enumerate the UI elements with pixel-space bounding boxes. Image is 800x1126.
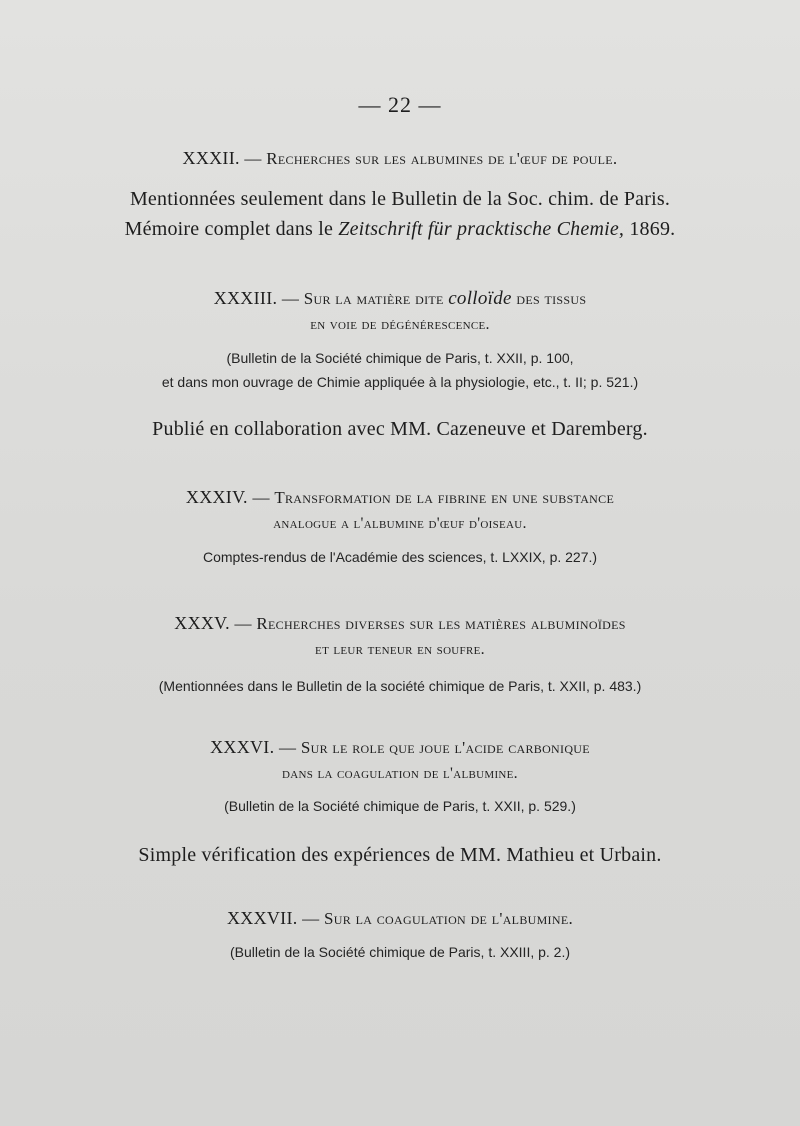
entry-number: XXXIV. (185, 487, 248, 507)
entry-title-text: Sur la coagulation de l'albumine. (324, 909, 573, 928)
entry-dash: — (252, 488, 270, 507)
entry-xxxiii-title-line2: en voie de dégénérescence. (310, 316, 490, 333)
entry-xxxiii-title (0, 288, 800, 310)
entry-title-text: Recherches diverses sur les matières albuminoïdes (256, 614, 626, 633)
entry-number: XXXIII. (213, 288, 278, 308)
entry-xxxvi-title (0, 737, 800, 758)
entry-dash: — (278, 738, 297, 757)
entry-dash: — (281, 289, 300, 308)
entry-xxxiv-note: Comptes-rendus de l'Académie des sciences, t. LXXIX, p. 227.) (202, 549, 598, 565)
entry-xxxvii-note: (Bulletin de la Société chimique de Paris, t. XXIII, p. 2.) (229, 944, 571, 960)
entry-xxxvi-note: (Bulletin de la Société chimique de Paris, t. XXII, p. 529.) (224, 798, 576, 814)
entry-number: XXXVII. (226, 908, 298, 928)
entry-xxxvi-title-line2: dans la coagulation de l'albumine. (282, 765, 518, 782)
entry-number: XXXVI. (210, 737, 275, 757)
entry-xxxii-memoire (0, 218, 800, 241)
entry-number: XXXII. (182, 148, 240, 168)
entry-xxxv-note: (Mentionnées dans le Bulletin de la société chimique de Paris, t. XXII, p. 483.) (158, 678, 642, 694)
entry-xxxvi-statement: Simple vérification des expériences de MM. Mathieu et Urbain. (138, 844, 662, 866)
entry-title-text: Sur le role que joue l'acide carbonique (300, 738, 590, 757)
entry-xxxiii-note-line1: (Bulletin de la Société chimique de Paris, t. XXII, p. 100, (226, 350, 574, 366)
entry-xxxv-title-line2: et leur teneur en soufre. (315, 641, 485, 658)
page-number: — 22 — (358, 92, 442, 117)
entry-xxxvii-title (0, 908, 800, 929)
entry-title-text: Recherches sur les albumines de l'œuf de poule. (266, 149, 618, 168)
memoire-pre: Mémoire complet dans le (124, 218, 334, 240)
entry-xxxii-mention: Mentionnées seulement dans le Bulletin de la Soc. chim. de Paris. (129, 188, 671, 210)
entry-xxxiv-title (0, 487, 800, 508)
entry-number: XXXV. (174, 613, 230, 633)
entry-xxxv-title (0, 613, 800, 634)
entry-title-post: des tissus (516, 289, 587, 308)
entry-xxxiii-statement: Publié en collaboration avec MM. Cazeneuve et Daremberg. (152, 418, 648, 440)
memoire-year: 1869. (629, 218, 676, 240)
memoire-journal: Zeitschrift für pracktische Chemie, (338, 218, 625, 240)
entry-dash: — (234, 614, 252, 633)
entry-xxxiv-title-line2: analogue a l'albumine d'œuf d'oiseau. (273, 515, 527, 532)
entry-title-pre: Sur la matière dite (303, 289, 444, 308)
entry-dash: — (244, 149, 262, 168)
entry-xxxiii-note-line2: et dans mon ouvrage de Chimie appliquée à la physiologie, etc., t. II; p. 521.) (161, 374, 639, 390)
entry-title-text: Transformation de la fibrine en une substance (274, 488, 615, 507)
entry-title-italic: colloïde (448, 288, 512, 309)
entry-xxxii-title (0, 148, 800, 169)
entry-dash: — (302, 909, 320, 928)
